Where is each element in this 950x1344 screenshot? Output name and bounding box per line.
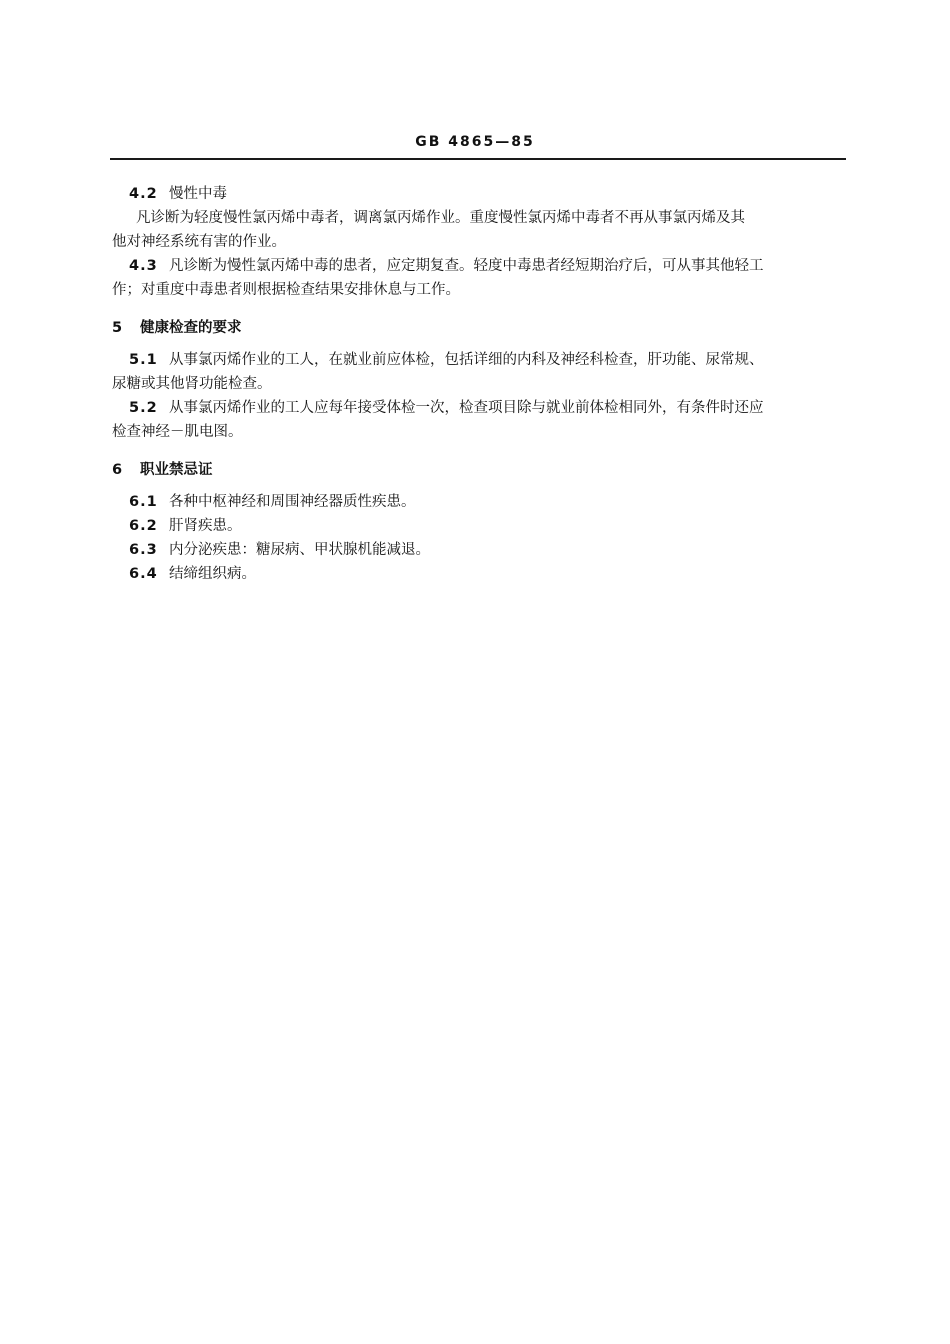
section-title: 健康检查的要求 [140,320,242,336]
document-body [112,182,846,586]
section-number: 6 [112,462,124,478]
section-number: 5 [112,320,124,336]
clause-6-4 [112,562,846,586]
clause-text: 各种中枢神经和周围神经器质性疾患。 [169,494,416,510]
clause-text: 肝肾疾患。 [169,518,242,534]
clause-5-2-line1 [112,396,846,420]
clause-text: 从事氯丙烯作业的工人，在就业前应体检，包括详细的内科及神经科检查，肝功能、尿常规、 [169,352,764,368]
clause-4-2-heading [112,182,846,206]
clause-text: 结缔组织病。 [169,566,256,582]
clause-4-2-text-line2: 他对神经系统有害的作业。 [112,234,286,250]
clause-text: 内分泌疾患：糖尿病、甲状腺机能减退。 [169,542,430,558]
clause-4-3-line1 [112,254,846,278]
clause-text: 凡诊断为慢性氯丙烯中毒的患者，应定期复查。轻度中毒患者经短期治疗后，可从事其他轻工 [169,258,764,274]
section-5-heading [112,316,846,340]
section-title: 职业禁忌证 [140,462,213,478]
clause-6-1 [112,490,846,514]
clause-6-3 [112,538,846,562]
clause-5-1-line2: 尿糖或其他肾功能检查。 [112,376,272,392]
clause-title: 慢性中毒 [169,186,227,202]
header-rule [110,158,846,160]
clause-number: 6.4 [129,566,158,582]
clause-5-1-line1 [112,348,846,372]
clause-number: 5.1 [129,352,158,368]
clause-4-2-text-line1: 凡诊断为轻度慢性氯丙烯中毒者，调离氯丙烯作业。重度慢性氯丙烯中毒者不再从事氯丙烯及其 [136,210,745,226]
clause-number: 4.3 [129,258,158,274]
clause-number: 5.2 [129,400,158,416]
section-6-heading [112,458,846,482]
clause-6-2 [112,514,846,538]
clause-number: 6.2 [129,518,158,534]
clause-number: 6.1 [129,494,158,510]
standard-code-header: GB 4865—85 [415,134,535,150]
clause-4-3-line2: 作；对重度中毒患者则根据检查结果安排休息与工作。 [112,282,460,298]
clause-5-2-line2: 检查神经－肌电图。 [112,424,243,440]
clause-text: 从事氯丙烯作业的工人应每年接受体检一次，检查项目除与就业前体检相同外，有条件时还应 [169,400,764,416]
clause-number: 6.3 [129,542,158,558]
clause-number: 4.2 [129,186,158,202]
